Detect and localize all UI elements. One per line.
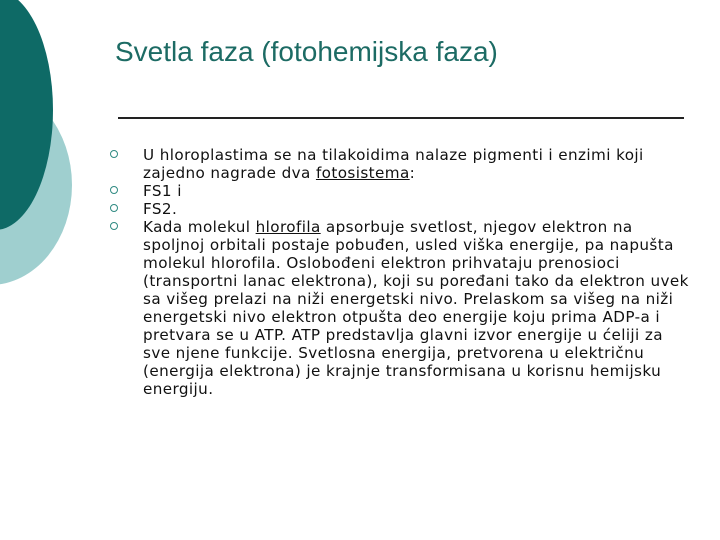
bullet-circle-icon (110, 186, 118, 194)
bullet-circle-icon (110, 150, 118, 158)
bullet-circle-icon (110, 204, 118, 212)
bullet-item-fs1 (110, 182, 690, 200)
bullet-text: Kada molekul (143, 218, 256, 236)
bullet-text: : (409, 164, 416, 182)
bullet-text: apsorbuje svetlost, njegov elektron na spoljnoj orbitali postaje pobuđen, usled viška energije, pa napušta molekul hlorofila. Oslobođeni elektron prihvataju prenosioci (transportni lanac elektrona), koji su poređani tako da elektron uvek sa višeg prelazi na niži energetski nivo. Prelaskom sa višeg na niži energetski nivo elektron otpušta deo energije koju prima ADP-a i pretvara se u ATP. ATP predstavlja glavni izvor energije u ćeliji za sve njene funkcije. Svetlosna energija, pretvorena u električnu (energija elektrona) je krajnje transformisana u korisnu hemijsku energiju. (143, 218, 689, 398)
bullet-text: FS1 i (143, 182, 182, 200)
bullet-circle-icon (110, 222, 118, 230)
bullet-item-fs2 (110, 200, 690, 218)
bullet-text: U hloroplastima se na tilakoidima nalaze pigmenti i enzimi koji zajedno nagrade dva (143, 146, 644, 182)
bullet-list (110, 146, 690, 398)
decorative-circles (0, 0, 120, 320)
link-hlorofila[interactable]: hlorofila (255, 218, 321, 236)
link-fotosistema[interactable]: fotosistema (315, 164, 410, 182)
bullet-text: FS2. (143, 200, 178, 218)
bullet-item-hlorofil (110, 218, 690, 398)
slide-title: Svetla faza (fotohemijska faza) (115, 36, 498, 67)
bullet-item-fotosistemi (110, 146, 690, 182)
title-divider (118, 117, 684, 119)
